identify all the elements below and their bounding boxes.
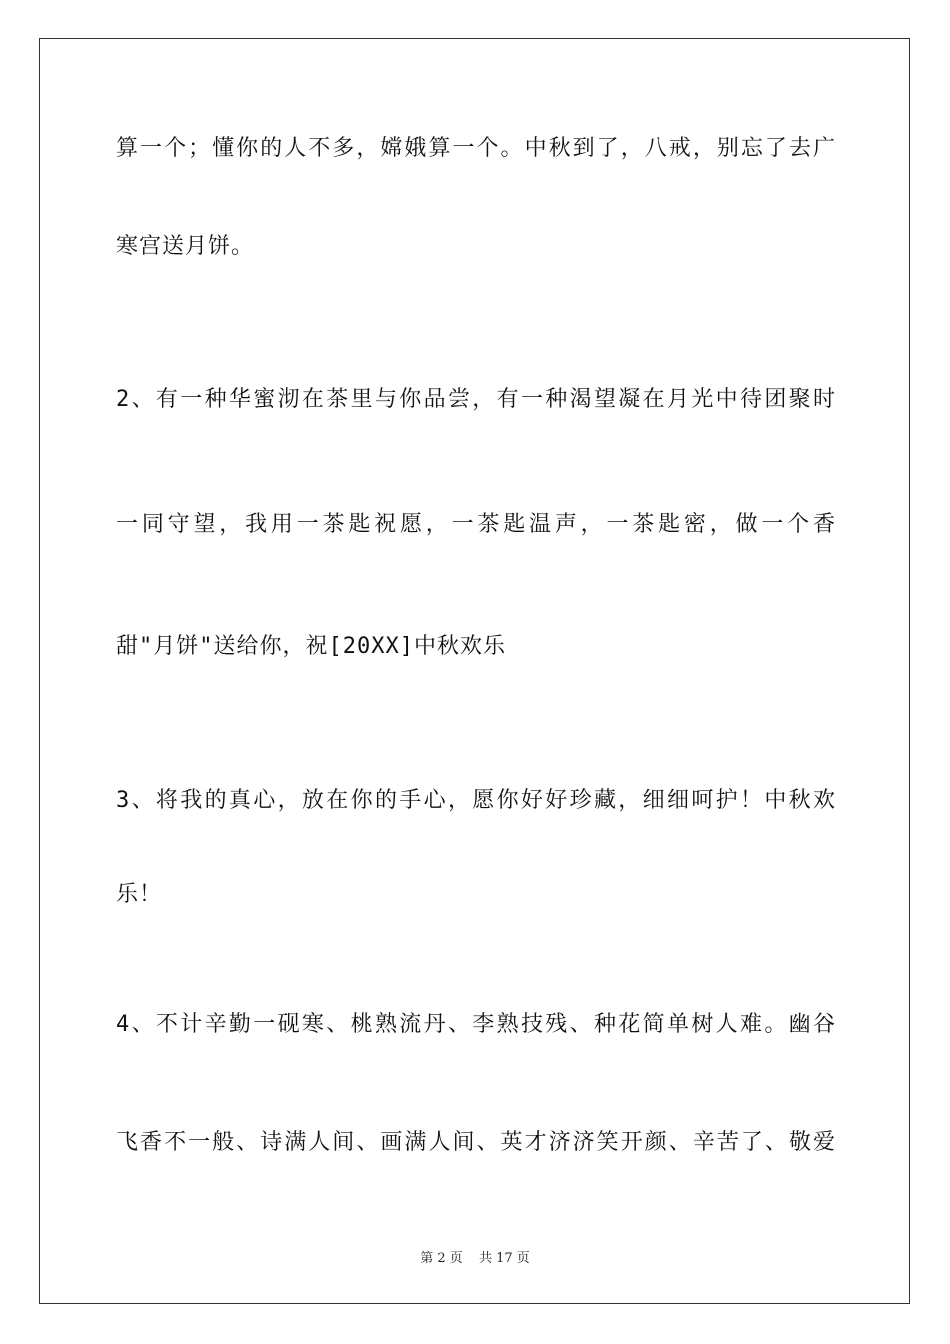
text-line-6: 3、将我的真心，放在你的手心，愿你好好珍藏，细细呵护！中秋欢 (116, 788, 836, 813)
text-line-1: 算一个；懂你的人不多，嫦娥算一个。中秋到了，八戒，别忘了去广 (116, 136, 836, 161)
text-line-2: 寒宫送月饼。 (116, 234, 255, 259)
text-line-4: 一同守望，我用一茶匙祝愿，一茶匙温声，一茶匙密，做一个香 (116, 512, 836, 537)
text-line-9: 飞香不一般、诗满人间、画满人间、英才济济笑开颜、辛苦了、敬爱 (116, 1130, 836, 1155)
page-number: 第 2 页 (420, 1251, 463, 1266)
text-line-8: 4、不计辛勤一砚寒、桃熟流丹、李熟技残、种花简单树人难。幽谷 (116, 1012, 836, 1037)
text-line-3: 2、有一种华蜜沏在茶里与你品尝，有一种渴望凝在月光中待团聚时 (116, 387, 836, 412)
page-frame (39, 38, 910, 1304)
page-footer (0, 1247, 950, 1266)
text-line-5: 甜"月饼"送给你，祝[20XX]中秋欢乐 (116, 634, 506, 659)
text-line-7: 乐！ (116, 882, 163, 907)
page-total: 共 17 页 (478, 1251, 530, 1266)
